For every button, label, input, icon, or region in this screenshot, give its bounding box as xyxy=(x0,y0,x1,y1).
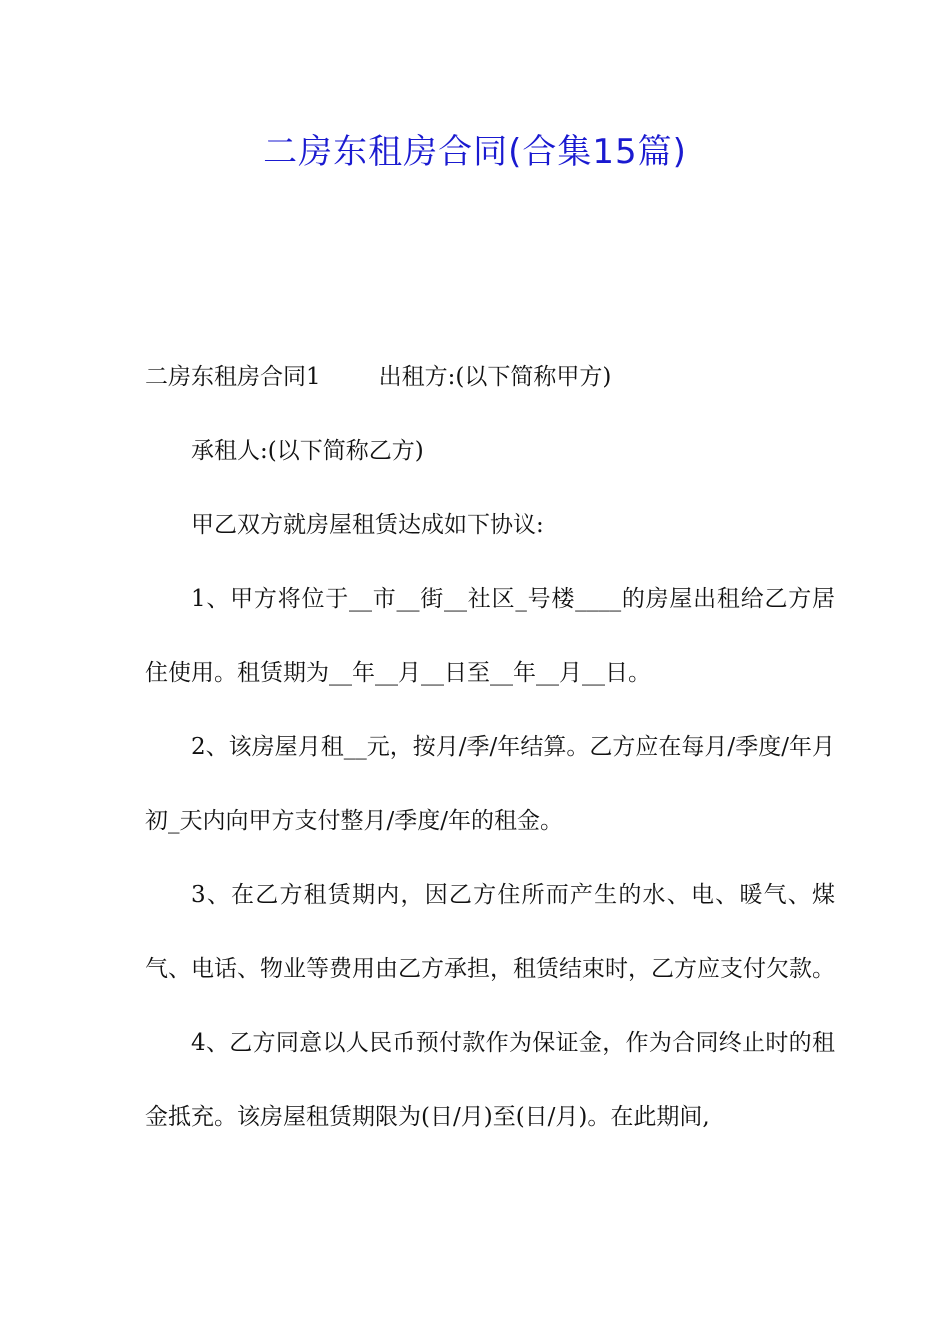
document-title: 二房东租房合同(合集15篇) xyxy=(263,132,687,172)
paragraph-clause-4: 4、乙方同意以人民币预付款作为保证金，作为合同终止时的租金抵充。该房屋租赁期限为(日/月)至(日/月)。在此期间, xyxy=(145,1030,835,1130)
paragraph-agreement: 甲乙双方就房屋租赁达成如下协议: xyxy=(191,512,544,538)
paragraph-lessee: 承租人:(以下简称乙方) xyxy=(191,438,424,464)
paragraph-lessor: 出租方:(以下简称甲方) xyxy=(378,364,612,390)
paragraph-clause-2: 2、该房屋月租__元，按月/季/年结算。乙方应在每月/季度/年月初_天内向甲方支付整月/季度/年的租金。 xyxy=(145,734,835,834)
paragraph-clause-3: 3、在乙方租赁期内，因乙方住所而产生的水、电、暖气、煤气、电话、物业等费用由乙方承担，租赁结束时，乙方应支付欠款。 xyxy=(145,882,835,982)
paragraph-first xyxy=(145,340,835,414)
document-body xyxy=(145,340,835,1154)
section-heading: 二房东租房合同1 xyxy=(145,364,321,390)
paragraph-clause-1: 1、甲方将位于__市__街__社区_号楼____的房屋出租给乙方居住使用。租赁期为__年__月__日至__年__月__日。 xyxy=(145,586,835,686)
